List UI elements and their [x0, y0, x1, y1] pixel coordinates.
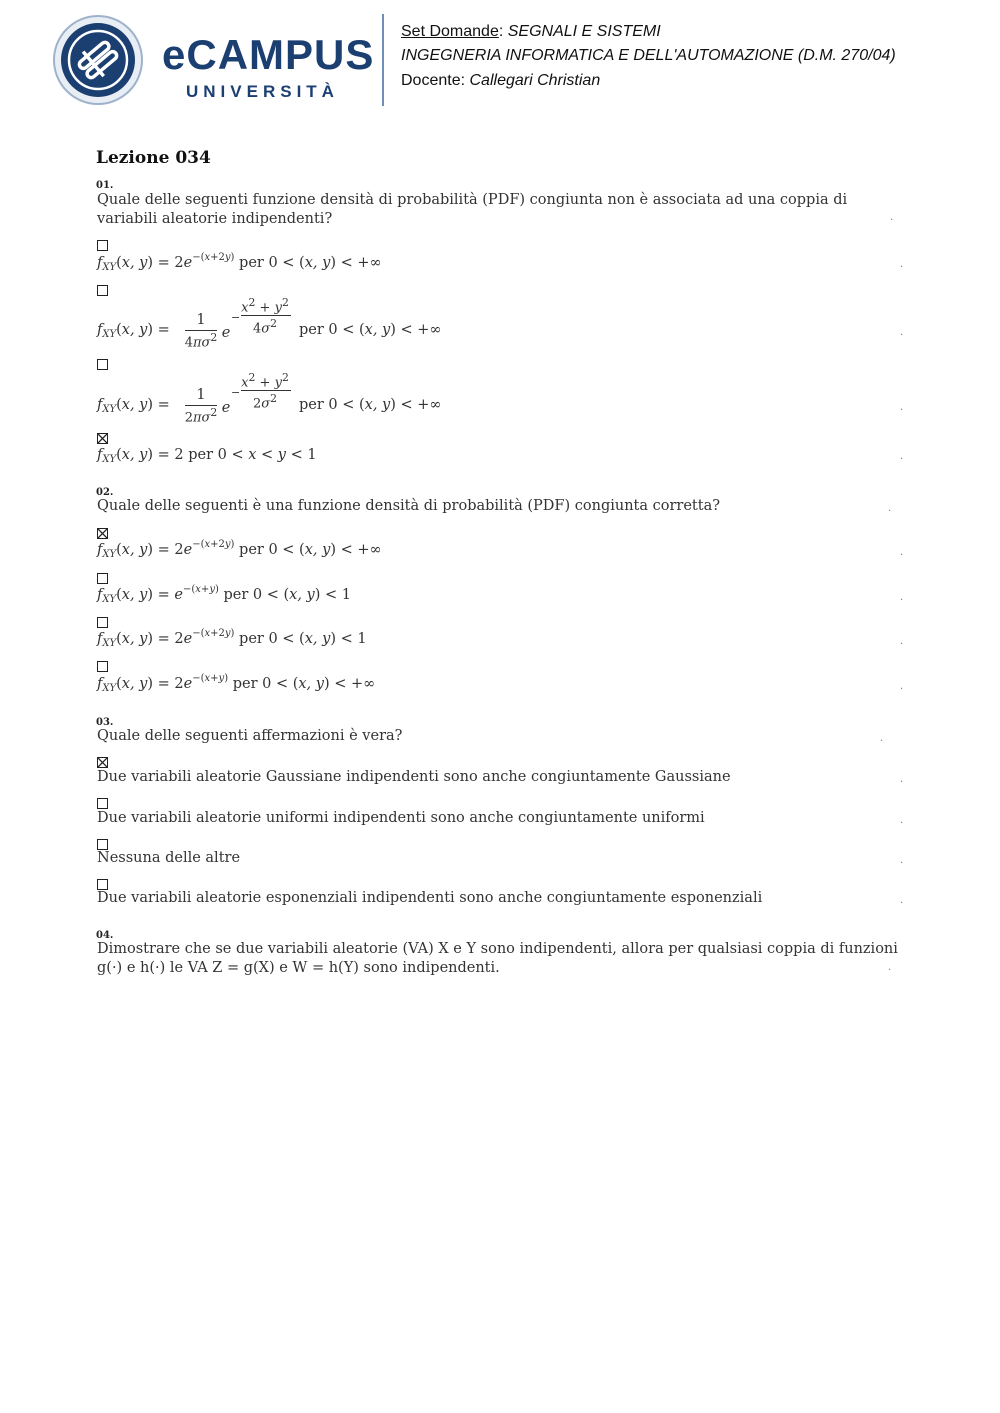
checkmark-x-icon	[98, 529, 107, 538]
answer-checkbox[interactable]	[97, 661, 108, 672]
answer-checkbox-checked[interactable]	[97, 433, 108, 444]
answer-option: $f_{XY}(x$, $y) = 2e^{-(x+2y)}$ per 0 < (x, y) < +∞	[97, 539, 382, 560]
answer-option: Due variabili aleatorie uniformi indipendenti sono anche congiuntamente uniformi	[97, 810, 705, 826]
answer-option: $f_{XY}(x$, $y) = 2e^{-(x+2y)}$ per 0 < (x, y) < 1	[97, 628, 367, 649]
question-text: Quale delle seguenti affermazioni è vera?	[97, 728, 403, 744]
lesson-title: Lezione 034	[96, 148, 211, 168]
answer-option: $f_{XY}(x$, y) = 1 $4\pi\sigma^2$ e − $x^2 + y^2$ $4\sigma^2$ per 0 < (x, y) < +∞	[97, 296, 442, 351]
answer-option: $f_{XY}(x$, y) = 1 $2\pi\sigma^2$ e − $x^2 + y^2$ $2\sigma^2$ per 0 < (x, y) < +∞	[97, 371, 442, 426]
question-text: Dimostrare che se due variabili aleatorie (VA) X e Y sono indipendenti, allora per qualsiasi coppia di funzioni g(·) e h(·) le VA Z = g(X) e W = h(Y) sono indipendenti.	[97, 941, 898, 976]
teacher-label: Docente:	[401, 72, 466, 89]
answer-checkbox[interactable]	[97, 879, 108, 890]
answer-checkbox-checked[interactable]	[97, 757, 108, 768]
answer-option: Due variabili aleatorie esponenziali indipendenti sono anche congiuntamente esponenziali	[97, 890, 763, 906]
header-course-line: Set Domande: SEGNALI E SISTEMI	[401, 23, 661, 40]
answer-checkbox[interactable]	[97, 359, 108, 370]
answer-checkbox[interactable]	[97, 798, 108, 809]
question-number: 01.	[96, 180, 114, 191]
answer-option: $f_{XY}(x$, y) = 2 per 0 < x < y < 1	[97, 447, 317, 465]
header-divider	[382, 14, 384, 106]
answer-checkbox[interactable]	[97, 617, 108, 628]
answer-checkbox-checked[interactable]	[97, 528, 108, 539]
answer-option: $f_{XY}(x$, $y) = 2e^{-(x+y)}$ per 0 < (x, y) < +∞	[97, 673, 376, 694]
question-text: Quale delle seguenti funzione densità di probabilità (PDF) congiunta non è associata ad una coppia di variabili aleatorie indipendenti?	[97, 192, 848, 227]
header-degree: INGEGNERIA INFORMATICA E DELL'AUTOMAZIONE (D.M. 270/04)	[401, 47, 896, 64]
answer-checkbox[interactable]	[97, 285, 108, 296]
answer-checkbox[interactable]	[97, 839, 108, 850]
question-number: 03.	[96, 717, 114, 728]
answer-checkbox[interactable]	[97, 240, 108, 251]
answer-checkbox[interactable]	[97, 573, 108, 584]
teacher-name: Callegari Christian	[469, 72, 601, 89]
answer-option: $f_{XY}(x$, $y) = 2e^{-(x+2y)}$ per 0 < (x, y) < +∞	[97, 252, 382, 273]
course-name: SEGNALI E SISTEMI	[507, 23, 661, 40]
checkmark-x-icon	[98, 758, 107, 767]
answer-option: $f_{XY}(x$, $y) = e^{-(x+y)}$ per 0 < (x, y) < 1	[97, 584, 351, 605]
answer-option: Nessuna delle altre	[97, 850, 241, 866]
question-text: Quale delle seguenti è una funzione densità di probabilità (PDF) congiunta corretta?	[97, 498, 720, 514]
checkmark-x-icon	[98, 434, 107, 443]
logo-subtitle: UNIVERSITÀ	[186, 82, 339, 101]
set-label: Set Domande	[401, 23, 499, 40]
question-number: 04.	[96, 930, 114, 941]
question-number: 02.	[96, 487, 114, 498]
header-teacher-line	[401, 73, 600, 89]
logo-wordmark: eCAMPUS	[162, 31, 375, 78]
answer-option: Due variabili aleatorie Gaussiane indipendenti sono anche congiuntamente Gaussiane	[97, 769, 731, 785]
ecampus-emblem-icon	[52, 14, 144, 106]
